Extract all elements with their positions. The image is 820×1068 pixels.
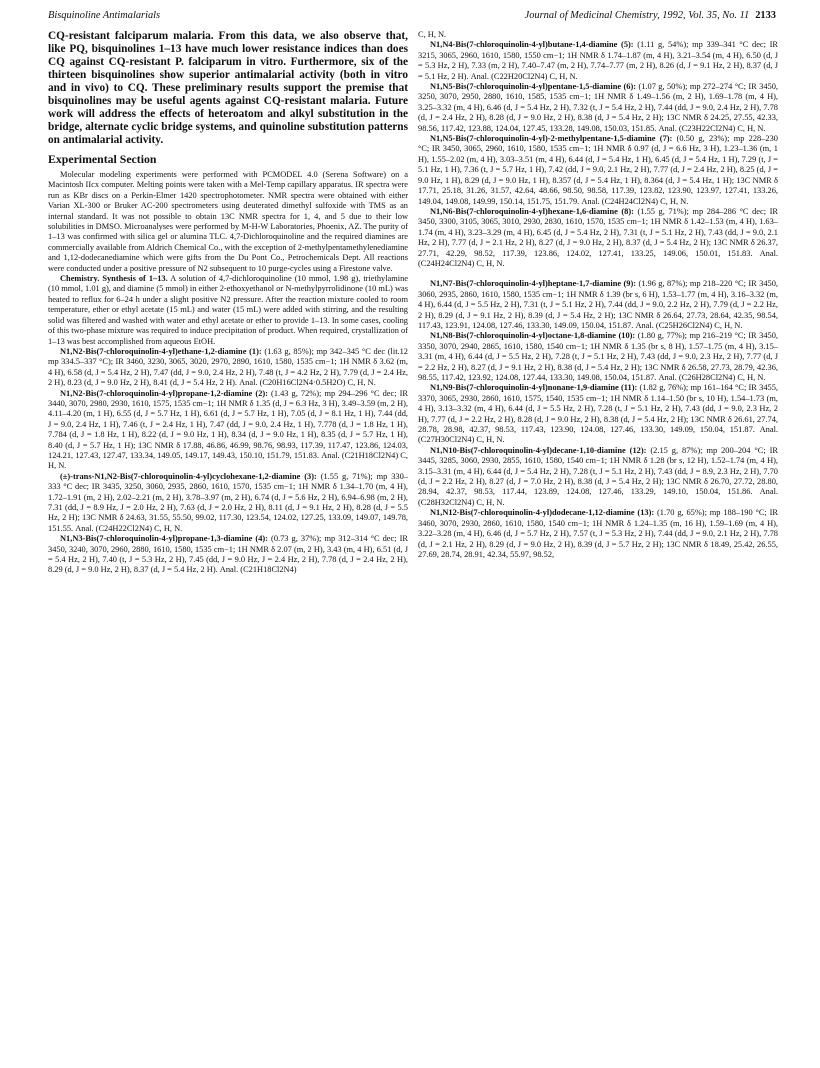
- compound-name: N1,N6-Bis(7-chloroquinolin-4-yl)hexane-1,6-diamine (8):: [430, 206, 634, 216]
- compound-data: (0.50 g, 23%); mp 228–230 °C; IR 3450, 3065, 2960, 1610, 1580, 1535 cm−1; 1H NMR δ 0.97 (d, J = 6.6 Hz, 3 H), 1.23–1.36 (m, 1 H), 1.55–2.02 (m, 4 H), 3.03–3.51 (m, 4 H), 6.44 (d, J = 5.4 Hz, 1 H), 6.45 (d, J = 5.4 Hz, 1 H), 7.29 (t, J = 5.1 Hz, 1 H), 7.36 (t, J = 5.7 Hz, 1 H), 7.42 (dd, J = 9.0, 2.1 Hz, 2 H), 7.77 (d, J = 2.4 Hz, 2 H), 8.25 (d, J = 9.0 Hz, 1 H), 8.29 (d, J = 9.0 Hz, 1 H), 8.357 (d, J = 5.4 Hz, 1 H), 8.364 (d, J = 5.4 Hz, 1 H); 13C NMR δ 17.71, 25.18, 31.26, 31.57, 42.64, 48.66, 98.50, 98.58, 117.39, 123.82, 123.90, 123.97, 127.41, 133.26, 149.04, 149.08, 149.99, 150.14, 151.75, 151.79. Anal. (C24H24Cl2N4) C, H, N.: [418, 134, 778, 206]
- compound-data: (1.82 g, 76%); mp 161–164 °C; IR 3455, 3370, 3065, 2930, 2860, 1610, 1575, 1540, 1535 cm−1; 1H NMR δ 1.14–1.50 (br s, 10 H), 1.54–1.73 (m, 4 H), 3.13–3.32 (m, 4 H), 6.44 (d, J = 5.5 Hz, 2 H), 7.28 (t, J = 5.1 Hz, 2 H), 7.43 (dd, J = 9.0, 2.3 Hz, 2 H), 7.77 (d, J = 2.2 Hz, 2 H), 8.28 (d, J = 9.0 Hz, 2 H), 8.38 (d, J = 5.4 Hz, 2 H); 13C NMR δ 26.61, 27.74, 28.78, 28.98, 42.37, 98.53, 117.43, 123.90, 124.08, 127.46, 133.30, 149.09, 150.04, 151.87. Anal. (C27H30Cl2N4) C, H, N.: [418, 383, 778, 445]
- compound-name: N1,N8-Bis(7-chloroquinolin-4-yl)octane-1,8-diamine (10):: [430, 331, 636, 341]
- compound-name: N1,N7-Bis(7-chloroquinolin-4-yl)heptane-1,7-diamine (9):: [430, 279, 637, 289]
- compound-entry: [418, 279, 778, 331]
- compound-entry: [418, 134, 778, 207]
- compound-entry: [48, 389, 408, 472]
- compound-entry: [48, 534, 408, 576]
- compound-data: (2.15 g, 87%); mp 200–204 °C; IR 3445, 3285, 3060, 2930, 2855, 1610, 1580, 1540 cm−1; 1H NMR δ 1.28 (br s, 12 H), 1.52–1.74 (m, 4 H), 3.15–3.31 (m, 4 H), 6.44 (d, J = 5.4 Hz, 2 H), 7.28 (t, J = 5.1 Hz, 2 H), 7.43 (dd, J = 8.9, 2.3 Hz, 2 H), 7.70 (d, J = 2.2 Hz, 2 H), 8.27 (d, J = 7.0 Hz, 2 H), 8.38 (d, J = 5.4 Hz, 2 H); 13C NMR δ 26.70, 27.72, 28.80, 28.94, 42.37, 98.53, 117.44, 123.89, 124.08, 127.46, 133.29, 149.10, 150.04, 151.86. Anal. (C28H32Cl2N4) C, H, N.: [418, 445, 778, 507]
- running-header: [48, 10, 776, 24]
- synthesis-paragraph: [48, 274, 408, 347]
- compound-name: N1,N9-Bis(7-chloroquinolin-4-yl)nonane-1,9-diamine (11):: [430, 383, 638, 393]
- compound-data: (1.55 g, 71%); mp 330–333 °C dec; IR 3435, 3250, 3060, 2935, 2860, 1610, 1570, 1535 cm−1; 1H NMR δ 1.34–1.70 (m, 4 H), 1.72–1.91 (m, 2 H), 2.02–2.21 (m, 2 H), 3.78–3.97 (m, 2 H), 6.74 (d, J = 5.6 Hz, 2 H), 6.94–6.98 (m, 2 H), 7.31 (dd, J = 8.9 Hz, J = 2.0 Hz, 2 H), 7.63 (d, J = 2.0 Hz, 2 H), 8.11 (d, J = 9.1 Hz, 2 H), 8.28 (d, J = 5.5 Hz, 2 H); 13C NMR δ 24.63, 31.55, 55.50, 99.02, 117.30, 123.54, 124.02, 127.25, 133.09, 149.07, 149.78, 151.55. Anal. (C24H22Cl2N4) C, H, N.: [48, 471, 408, 533]
- experimental-paragraph: Molecular modeling experiments were performed with PCMODEL 4.0 (Serena Software) on a Macintosh IIcx computer. Melting points were taken with a Mel-Temp capillary apparatus. IR spectra were run as KBr discs on a Perkin-Elmer 1420 spectrophotometer. NMR spectra were obtained with either Varian XL-300 or Bruker AC-200 spectrometers using deuterated dimethyl sulfoxide with TMS as an internal standard. It was not possible to obtain 13C NMR spectra for 1, 4, and 5 due to their low solubilities in DMSO. Microanalyses were performed by M-H-W Laboratories, Phoenix, AZ. The purity of 1–13 was confirmed with silica gel or alumina TLC. 4,7-Dichloroquinoline and the required diamines are commercially available from Aldrich Chemical Co., with the exception of 2-methylpentamethylenediamine and 1,12-dodecanediamine which were gifts from the Du Pont Co., Petrochemicals Dept. All reactions were conducted under a positive pressure of N2 subsequent to 10 purge-cycles using a Firestone valve.: [48, 170, 408, 273]
- compound-entry: [418, 82, 778, 134]
- compound-name: N1,N3-Bis(7-chloroquinolin-4-yl)propane-1,3-diamine (4):: [60, 534, 268, 544]
- compound-entry: [418, 508, 778, 560]
- left-column: [48, 30, 408, 1060]
- conclusion-paragraph: CQ-resistant falciparum malaria. From this data, we also observe that, like PQ, bisquinolines 1–13 have much lower resistance indices than does CQ against CQ-resistant P. falciparum in vitro. Furthermore, six of the thirteen bisquinolines show superior antimalarial activity (both in vitro and in vivo) to CQ. These preliminary results support the premise that bisquinolines may be useful agents against CQ-resistant malaria. Future work will address the effects of heteroatom and alkyl substitution in the bridge, alternate cyclic bridge systems, and quinoline substitution patterns on antimalarial activity.: [48, 30, 408, 146]
- compound-name: (±)-trans-N1,N2-Bis(7-chloroquinolin-4-yl)cyclohexane-1,2-diamine (3):: [60, 471, 317, 481]
- compound-data: (1.07 g, 50%); mp 272–274 °C; IR 3450, 3250, 3070, 2950, 2880, 1610, 1585, 1535 cm−1; 1H NMR δ 1.49–1.56 (m, 2 H), 1.69–1.78 (m, 4 H), 3.25–3.32 (m, 4 H), 6.46 (d, J = 5.4 Hz, 2 H), 7.32 (t, J = 5.4 Hz, 2 H), 7.44 (dd, J = 9.0, 2.4 Hz, 2 H), 7.78 (d, J = 2.4 Hz, 2 H), 8.28 (d, J = 9.0 Hz, 2 H), 8.38 (d, J = 5.4 Hz, 2 H); 13C NMR δ 24.25, 27.55, 42.33, 98.56, 117.42, 123.88, 124.04, 127.45, 133.28, 149.08, 150.03, 151.85. Anal. (C23H22Cl2N4) C, H, N.: [418, 82, 778, 133]
- compound-data: (1.55 g, 71%); mp 284–286 °C dec; IR 3450, 3300, 3105, 3065, 3010, 2930, 2830, 1610, 1570, 1535 cm−1; 1H NMR δ 1.42–1.53 (m, 4 H), 1.63–1.74 (m, 4 H), 3.23–3.29 (m, 4 H), 6.45 (d, J = 5.4 Hz, 2 H), 7.31 (t, J = 5.1 Hz, 2 H), 7.43 (dd, J = 9.0, 2.1 Hz, 2 H), 7.77 (d, J = 2.1 Hz, 2 H), 8.27 (d, J = 9.0 Hz, 2 H), 8.37 (d, J = 5.4 Hz, 2 H); 13C NMR δ 26.37, 27.71, 42.29, 98.52, 117.39, 123.86, 124.02, 127.41, 133.25, 149.06, 150.01, 151.83. Anal. (C24H24Cl2N4) C, H, N.: [418, 206, 778, 268]
- compound-entry: [418, 207, 778, 269]
- continued-text: C, H, N.: [418, 30, 447, 39]
- compound-data: (1.63 g, 85%); mp 342–345 °C dec (lit.12 mp 334.5–337 °C); IR 3460, 3230, 3065, 3020, 2970, 2890, 1610, 1580, 1535 cm−1; 1H NMR δ 3.62 (m, 4 H), 6.58 (d, J = 5.4 Hz, 2 H), 7.47 (dd, J = 9.0, 2.4 Hz, 2 H), 7.48 (t, J = 4.2 Hz, 2 H), 7.79 (d, J = 2.4 Hz, 2 H), 8.23 (d, J = 9.0 Hz, 2 H), 8.41 (d, J = 5.4 Hz, 2 H). Anal. (C20H16Cl2N4·0.5H2O) C, H, N.: [48, 346, 408, 388]
- journal-citation: [525, 10, 776, 21]
- compound-entry: [48, 472, 408, 534]
- compound-data: (1.96 g, 87%); mp 218–220 °C; IR 3450, 3060, 2935, 2860, 1610, 1580, 1535 cm−1; 1H NMR δ 1.39 (br s, 6 H), 1.53–1.77 (m, 4 H), 3.16–3.32 (m, 4 H), 6.44 (d, J = 5.5 Hz, 2 H), 7.31 (t, J = 5.1 Hz, 2 H), 7.44 (dd, J = 9.0, 2.2 Hz, 2 H), 7.79 (d, J = 2.2 Hz, 2 H), 8.29 (d, J = 9.1 Hz, 2 H), 8.39 (d, J = 5.4 Hz, 2 H); 13C NMR δ 26.64, 27.73, 28.64, 42.35, 98.54, 117.43, 123.91, 124.08, 127.46, 133.30, 149.09, 150.04, 151.87. Anal. (C25H26Cl2N4) C, H, N.: [418, 279, 778, 330]
- compound-entry: [418, 40, 778, 82]
- compound-entry: [418, 446, 778, 508]
- compound-name: N1,N2-Bis(7-chloroquinolin-4-yl)propane-1,2-diamine (2):: [60, 388, 268, 398]
- page-number: 2133: [755, 10, 776, 21]
- journal-name: Journal of Medicinal Chemistry, 1992, Vol. 35, No. 11: [524, 10, 750, 21]
- compound-data: (1.80 g, 77%); mp 216–219 °C; IR 3450, 3350, 3070, 2940, 2865, 1610, 1580, 1540 cm−1; 1H NMR δ 1.35 (br s, 8 H), 1.57–1.75 (m, 4 H), 3.15–3.31 (m, 4 H), 6.44 (d, J = 5.5 Hz, 2 H), 7.28 (t, J = 5.1 Hz, 2 H), 7.43 (dd, J = 9.0, 2.3 Hz, 2 H), 7.77 (d, J = 2.2 Hz, 2 H), 8.27 (d, J = 9.1 Hz, 2 H), 8.38 (d, J = 5.4 Hz, 2 H); 13C NMR δ 26.58, 27.73, 28.79, 42.36, 98.55, 117.42, 123.92, 124.08, 127.44, 133.30, 149.08, 150.04, 151.87. Anal. (C26H28Cl2N4) C, H, N.: [418, 331, 778, 382]
- section-title: Experimental Section: [48, 152, 157, 166]
- compound-entry: [48, 347, 408, 389]
- compound-data: (0.73 g, 37%); mp 312–314 °C dec; IR 3450, 3240, 3070, 2960, 2880, 1610, 1580, 1535 cm−1; 1H NMR δ 2.07 (m, 2 H), 3.43 (m, 4 H), 6.51 (d, J = 5.4 Hz, 2 H), 7.40 (t, J = 5.3 Hz, 2 H), 7.45 (dd, J = 9.0 Hz, J = 2.4 Hz, 2 H), 7.78 (d, J = 2.4 Hz, 2 H), 8.29 (d, J = 9.0 Hz, 2 H), 8.37 (d, J = 5.4 Hz, 2 H). Anal. (C21H18Cl2N4): [48, 534, 408, 575]
- synthesis-text: A solution of 4,7-dichloroquinoline (10 mmol, 1.98 g), triethylamine (10 mmol, 1.01 g), and diamine (5 mmol) in either 2-ethoxyethanol or N-methylpyrrolidinone (10 mL) was heated to reflux for 6–24 h under a slight positive N2 pressure. After the reaction mixture cooled to room temperature, ether or ethyl acetate (15 mL) and water (15 mL) were added with stirring, and the resulting solid was filtered and washed with water and ethyl acetate or ether to provide 1–13. In some cases, cooling of this two-phase mixture was required to induce precipitation of product. When required, crystallization of 1–13 was best accomplished from aqueous EtOH.: [48, 274, 408, 346]
- compound-entry: [418, 331, 778, 383]
- compound-data: (1.43 g, 72%); mp 294–296 °C dec; IR 3440, 3070, 2980, 2930, 1610, 1575, 1535 cm−1; 1H NMR δ 1.35 (d, J = 6.3 Hz, 3 H), 3.49–3.59 (m, 2 H), 4.11–4.20 (m, 1 H), 6.55 (d, J = 5.7 Hz, 1 H), 6.61 (d, J = 5.7 Hz, 1 H), 7.05 (d, J = 8.1 Hz, 1 H), 7.44 (dd, J = 9.0, 2.4 Hz, 1 H), 7.46 (t, J = 2.4 Hz, 1 H), 7.47 (dd, J = 9.0, 2.4 Hz, 1 H), 7.778 (d, J = 1.8 Hz, 1 H), 7.784 (d, J = 1.8 Hz, 1 H), 8.22 (d, J = 9.0 Hz, 1 H), 8.34 (d, J = 9.0 Hz, 1 H), 8.35 (d, J = 5.7 Hz, 1 H), 8.40 (d, J = 5.7 Hz, 1 H); 13C NMR δ 17.88, 46.86, 46.99, 98.76, 98.93, 117.39, 117.47, 123.86, 124.03, 124.21, 127.43, 127.47, 133.34, 149.05, 149.17, 149.43, 150.10, 151.79, 151.83. Anal. (C21H18Cl2N4) C, H, N.: [48, 388, 408, 471]
- compound-data: (1.70 g, 65%); mp 188–190 °C; IR 3460, 3070, 2930, 2860, 1610, 1580, 1540 cm−1; 1H NMR δ 1.24–1.35 (m, 16 H), 1.59–1.69 (m, 4 H), 3.22–3.28 (m, 4 H), 6.46 (d, J = 5.7 Hz, 2 H), 7.57 (t, J = 5.3 Hz, 2 H), 7.44 (dd, J = 9.0, 2.1 Hz, 2 H), 7.78 (d, J = 2.1 Hz, 2 H), 8.29 (d, J = 9.0 Hz, 2 H), 8.39 (d, J = 5.7 Hz, 2 H); 13C NMR δ 18.49, 25.42, 26.55, 27.69, 28.74, 28.91, 42.34, 55.97, 98.52,: [418, 508, 778, 559]
- compound-name: N1,N5-Bis(7-chloroquinolin-4-yl)pentane-1,5-diamine (6):: [430, 82, 637, 92]
- compound-name: N1,N4-Bis(7-chloroquinolin-4-yl)butane-1,4-diamine (5):: [430, 40, 634, 50]
- compound-entry: [418, 383, 778, 445]
- synthesis-title: Chemistry. Synthesis of 1–13.: [60, 274, 168, 284]
- compound-name: N1,N10-Bis(7-chloroquinolin-4-yl)decane-1,10-diamine (12):: [430, 445, 647, 455]
- right-column: [418, 30, 778, 1060]
- compound-name: N1,N12-Bis(7-chloroquinolin-4-yl)dodecane-1,12-diamine (13):: [430, 508, 655, 518]
- compound-name: N1,N2-Bis(7-chloroquinolin-4-yl)ethane-1,2-diamine (1):: [60, 346, 262, 356]
- compound-name: N1,N5-Bis(7-chloroquinolin-4-yl)-2-methylpentane-1,5-diamine (7):: [430, 134, 673, 144]
- running-title: Bisquinoline Antimalarials: [48, 10, 161, 21]
- compound-data: (1.11 g, 54%); mp 339–341 °C dec; IR 3215, 3065, 2960, 1610, 1580, 1550 cm−1; 1H NMR δ 1.74–1.87 (m, 4 H), 3.21–3.54 (m, 4 H), 6.50 (d, J = 5.3 Hz, 2 H), 7.33 (m, 2 H), 7.40–7.47 (m, 2 H), 7.74–7.77 (m, 2 H), 8.26 (d, J = 9.1 Hz, 2 H), 8.37 (d, J = 5.1 Hz, 2 H). Anal. (C22H20Cl2N4) C, H, N.: [418, 40, 778, 81]
- paragraph-gap: [418, 269, 778, 279]
